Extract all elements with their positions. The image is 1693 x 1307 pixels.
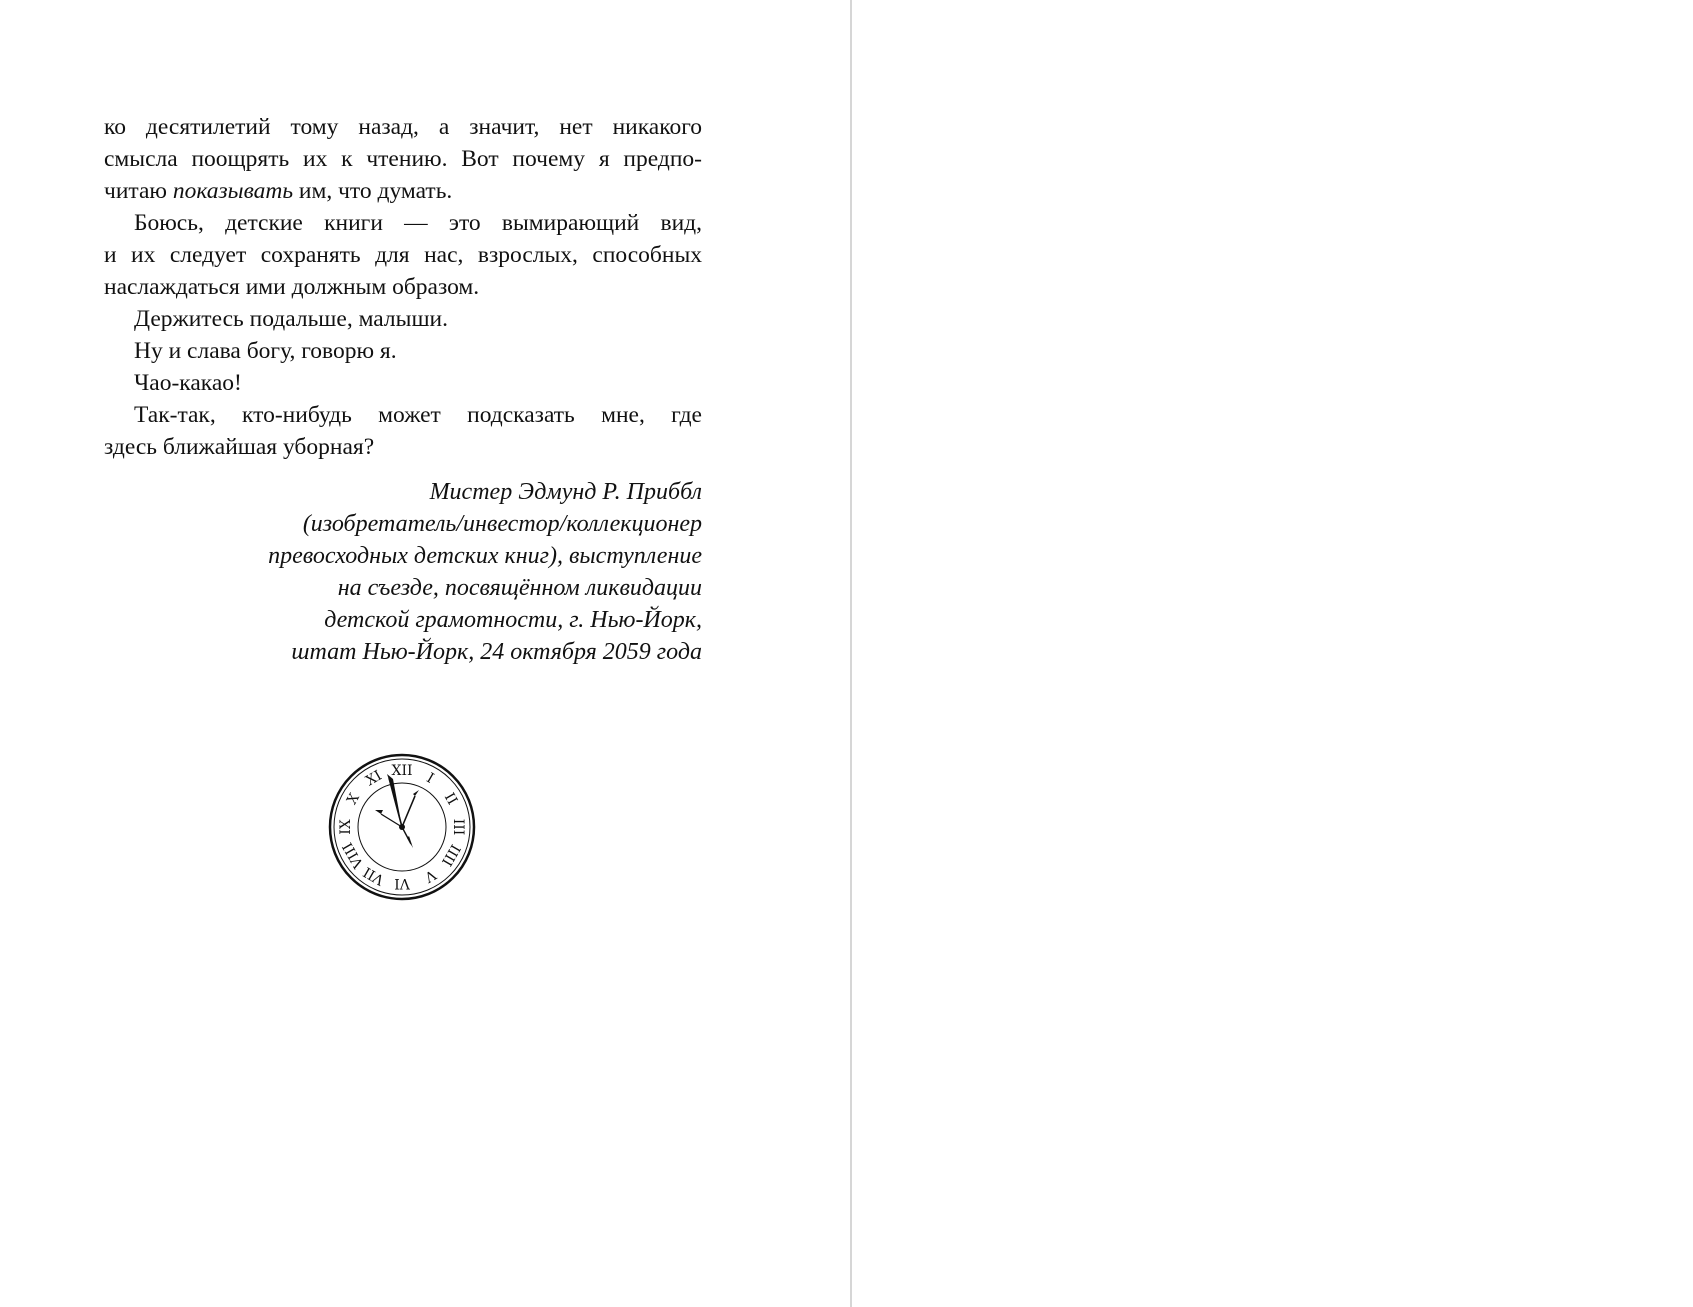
paragraph-2-line-3: наслаждаться ими должным образом. [104,274,480,300]
clock-numeral: I [423,770,437,787]
clock-center-pin [399,824,405,830]
paragraph-2-line-2: и их следует сохранять для нас, взрослых, способных [104,242,702,268]
clock-numeral: II [440,790,461,808]
clock-numeral: XI [363,767,385,790]
paragraph-3-line-1: Держитесь подальше, малыши. [134,306,448,332]
paragraph-1-line-1: ко десятилетий тому назад, а значит, нет никакого [104,114,702,140]
attribution-line-4: на съезде, посвящённом ликвидации [337,575,702,601]
paragraph-4 [104,335,702,367]
paragraph-1 [104,111,702,207]
attribution-line-6: штат Нью-Йорк, 24 октября 2059 года [291,639,702,665]
epigraph-attribution [104,476,702,668]
paragraph-2 [104,207,702,303]
paragraph-1-line-3-start: читаю [104,178,173,204]
clock-icon [327,752,477,902]
clock-numeral: VI [394,875,410,891]
clock-ornament-svg [327,752,477,902]
clock-hour-hand [402,796,415,827]
paragraph-1-line-2: смысла поощрять их к чтению. Вот почему я предпо- [104,146,702,172]
clock-numeral: X [344,790,363,808]
clock-numeral: VIII [339,839,368,871]
paragraph-1-line-3-end: им, что думать. [293,178,453,204]
attribution-line-1: Мистер Эдмунд Р. Приббл [429,479,702,505]
paragraph-2-line-1: Боюсь, детские книги — это вымирающий вид, [134,210,702,236]
clock-numeral: IIII [438,841,463,869]
paragraph-6-line-1: Так-так, кто-нибудь может подсказать мне, где [134,402,702,428]
paragraph-6 [104,399,702,463]
clock-numeral: VII [360,863,388,888]
paragraph-3 [104,303,702,335]
clock-hour-hand-tip [413,790,419,796]
paragraph-1-line-3 [104,175,702,207]
paragraph-6-line-2: здесь ближайшая уборная? [104,434,375,460]
emphasis-word: показывать [172,178,294,204]
clock-numeral: V [421,866,439,885]
right-page-blank [852,0,1693,1307]
clock-numeral: IX [338,819,354,835]
clock-hands [375,774,419,848]
paragraph-5 [104,367,702,399]
clock-numeral: XII [391,763,413,779]
attribution-line-2: (изобретатель/инвестор/коллекционер [302,511,702,537]
paragraph-5-line-1: Чао-какао! [134,370,242,396]
clock-hand-tail-tip [407,836,413,848]
attribution-line-3: превосходных детских книг), выступление [268,543,702,569]
clock-second-hand-tip [375,810,383,814]
clock-numeral: III [450,818,466,836]
attribution-line-5: детской грамотности, г. Нью-Йорк, [324,607,702,633]
paragraph-4-line-1: Ну и слава богу, говорю я. [134,338,397,364]
body-text [104,111,702,463]
